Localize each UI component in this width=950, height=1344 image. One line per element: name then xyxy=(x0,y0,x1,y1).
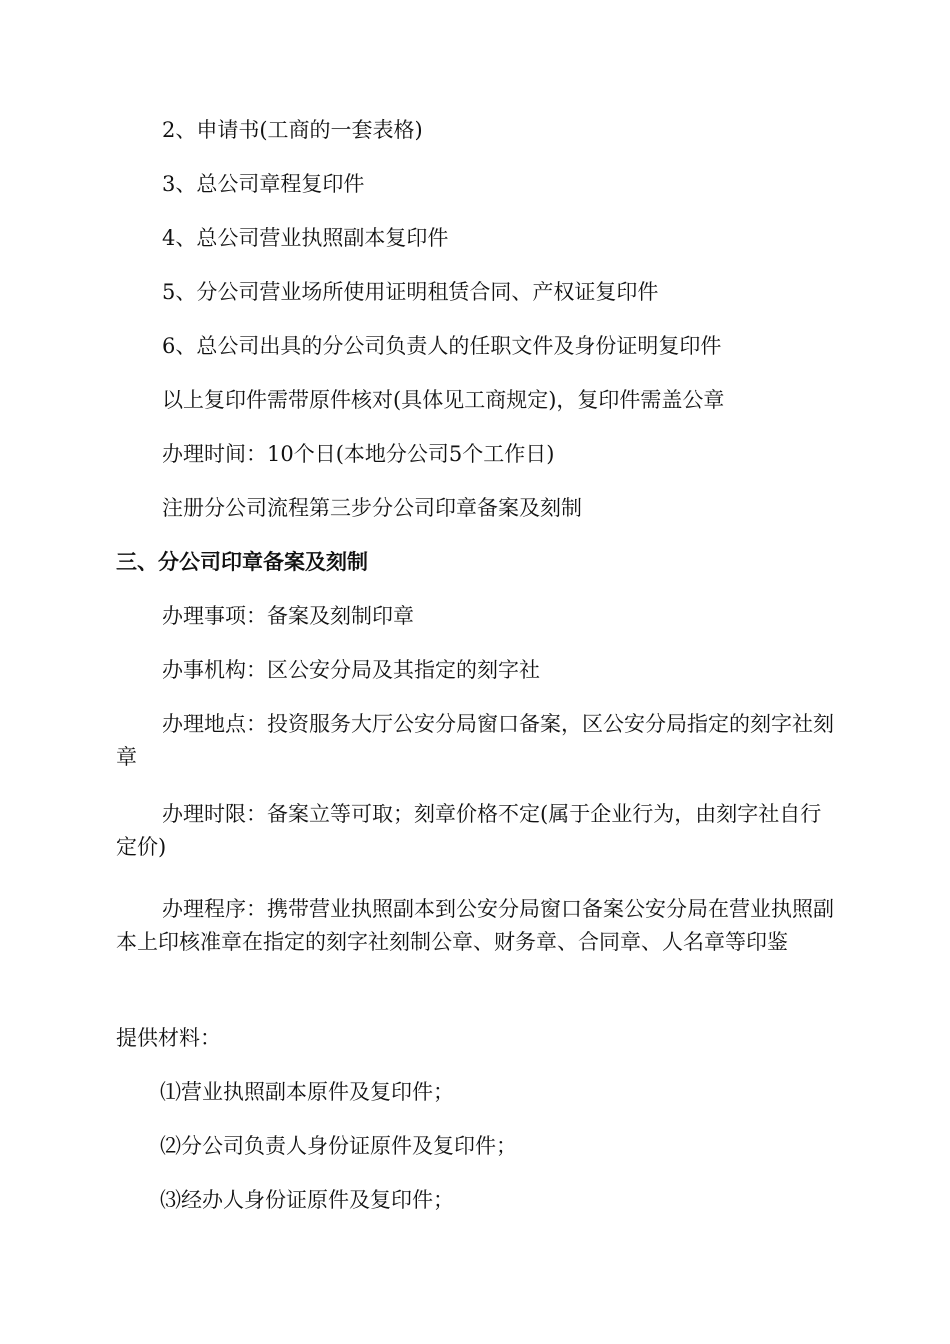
paragraph-time-limit: 办理时限：备案立等可取；刻章价格不定(属于企业行为，由刻字社自行定价) xyxy=(116,802,822,859)
paragraph-processing-time: 办理时间：10个日(本地分公司5个工作日) xyxy=(162,442,555,466)
paragraph-copies-note: 以上复印件需带原件核对(具体见工商规定)，复印件需盖公章 xyxy=(162,388,725,412)
paragraph-agency: 办事机构：区公安分局及其指定的刻字社 xyxy=(162,658,540,682)
list-item-application-form: 2、申请书(工商的一套表格) xyxy=(162,118,423,142)
material-item-manager-id: ⑵分公司负责人身份证原件及复印件； xyxy=(160,1134,517,1158)
list-item-articles-copy: 3、总公司章程复印件 xyxy=(162,172,365,196)
list-item-manager-appointment: 6、总公司出具的分公司负责人的任职文件及身份证明复印件 xyxy=(162,334,722,358)
material-item-agent-id: ⑶经办人身份证原件及复印件； xyxy=(160,1188,454,1212)
section-heading-seal-registration: 三、分公司印章备案及刻制 xyxy=(116,550,368,574)
paragraph-location: 办理地点：投资服务大厅公安分局窗口备案，区公安分局指定的刻字社刻章 xyxy=(116,712,834,769)
paragraph-matters: 办理事项：备案及刻制印章 xyxy=(162,604,414,628)
list-item-license-copy: 4、总公司营业执照副本复印件 xyxy=(162,226,449,250)
material-item-license-original: ⑴营业执照副本原件及复印件； xyxy=(160,1080,454,1104)
list-item-premises-proof: 5、分公司营业场所使用证明租赁合同、产权证复印件 xyxy=(162,280,659,304)
paragraph-procedure: 办理程序：携带营业执照副本到公安分局窗口备案公安分局在营业执照副本上印核准章在指定的刻字社刻制公章、财务章、合同章、人名章等印鉴 xyxy=(116,897,834,954)
paragraph-materials-label: 提供材料： xyxy=(116,1026,221,1050)
paragraph-step-three-intro: 注册分公司流程第三步分公司印章备案及刻制 xyxy=(162,496,582,520)
